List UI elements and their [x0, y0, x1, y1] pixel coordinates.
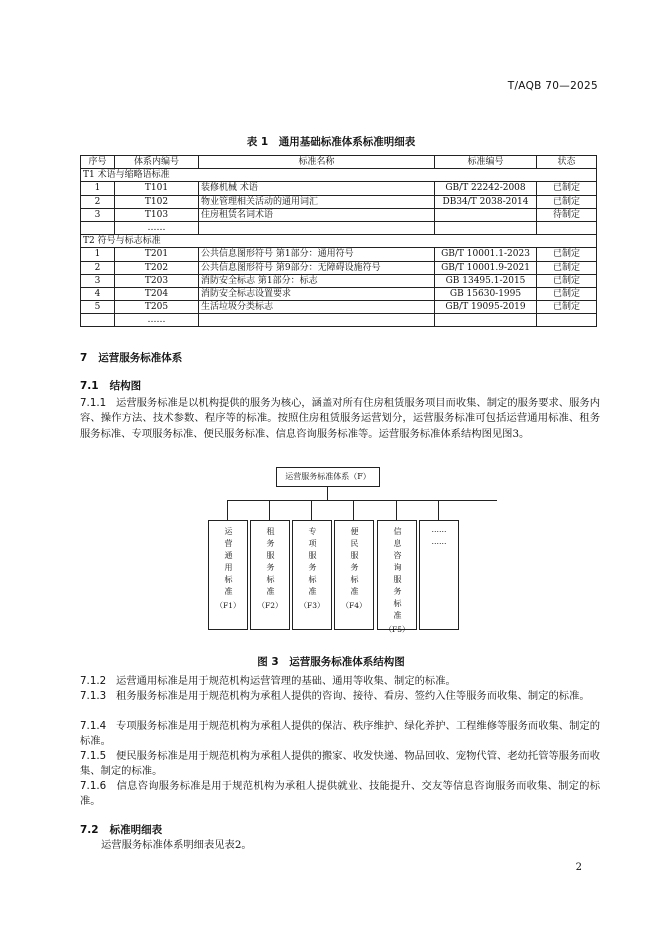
paragraph-text: 运营通用标准是用于规范机构运营管理的基础、通用等收集、制定的标准。 [116, 675, 456, 687]
table-cell: 3 [81, 274, 115, 287]
diagram-box-more [419, 520, 459, 630]
paragraph-number: 7.1.1 [80, 397, 107, 409]
section-7-1-heading [80, 378, 141, 393]
box-label: 运营通用标准 [224, 527, 233, 599]
table-cell: 已制定 [537, 274, 597, 287]
clause-paragraph [80, 674, 600, 689]
table-cell: 1 [81, 182, 115, 195]
paragraph-text: 便民服务标准是用于规范机构为承租人提供的搬家、收发快递、物品回收、宠物代管、老幼托管等服务而收集、制定的标准。 [80, 750, 600, 778]
box-code: （F1） [215, 601, 241, 610]
table-row [81, 195, 597, 208]
table-cell: 生活垃圾分类标志 [199, 301, 435, 314]
table-cell: 已制定 [537, 248, 597, 261]
box-code: （F4） [341, 601, 367, 610]
clause-paragraph [80, 749, 600, 780]
paragraph-text: 专项服务标准是用于规范机构为承租人提供的保洁、秩序维护、绿化养护、工程维修等服务而收集、制定的标准。 [80, 720, 600, 748]
table-cell: 待制定 [537, 208, 597, 221]
table-cell: 已制定 [537, 261, 597, 274]
clause-paragraph [80, 689, 600, 704]
group-label: T1 术语与缩略语标准 [81, 169, 597, 182]
table-group-row [81, 235, 597, 248]
table-group-row [81, 169, 597, 182]
table-cell: 消防安全标志设置要求 [199, 287, 435, 300]
table-cell [435, 314, 537, 327]
table-cell: 1 [81, 248, 115, 261]
box-label: 信息咨询服务标准 [393, 527, 402, 623]
section-number: 7.2 [80, 824, 99, 836]
table-cell: GB/T 10001.9-2021 [435, 261, 537, 274]
section-7-heading [80, 350, 182, 365]
paragraph-number: 7.1.6 [80, 780, 107, 792]
col-header: 标准名称 [199, 156, 435, 169]
table-cell: 2 [81, 261, 115, 274]
table-cell: 已制定 [537, 301, 597, 314]
table-cell [537, 314, 597, 327]
section-7-2-heading [80, 822, 162, 837]
table-row [81, 248, 597, 261]
table-cell: GB 15630-1995 [435, 287, 537, 300]
col-header: 标准编号 [435, 156, 537, 169]
diagram-box-f2 [250, 520, 290, 630]
table-row [81, 261, 597, 274]
table-row [81, 287, 597, 300]
box-label: 专项服务标准 [308, 527, 317, 599]
clause-paragraph [80, 719, 600, 750]
table-cell [435, 208, 537, 221]
paragraph-number: 7.1.3 [80, 690, 107, 702]
table-cell: GB 13495.1-2015 [435, 274, 537, 287]
section-number: 7 [80, 352, 88, 364]
table-cell [435, 221, 537, 234]
table-cell [81, 221, 115, 234]
col-header: 体系内编号 [115, 156, 199, 169]
paragraph-number: 7.1.4 [80, 720, 107, 732]
table-cell: 4 [81, 287, 115, 300]
table-cell: 物业管理相关活动的通用词汇 [199, 195, 435, 208]
table-cell: T205 [115, 301, 199, 314]
figure-caption: 图 3 运营服务标准体系结构图 [257, 656, 405, 668]
table-cell: T101 [115, 182, 199, 195]
table-cell [199, 221, 435, 234]
table-cell: GB/T 10001.1-2023 [435, 248, 537, 261]
table-cell: 已制定 [537, 287, 597, 300]
table-cell: …… [115, 221, 199, 234]
table-cell [537, 221, 597, 234]
table-cell: 2 [81, 195, 115, 208]
paragraph-number: 7.1.5 [80, 750, 107, 762]
table-cell: T102 [115, 195, 199, 208]
box-code: （F3） [299, 601, 325, 610]
table-cell [199, 314, 435, 327]
diagram-box-f3 [292, 520, 332, 630]
table-cell: 消防安全标志 第1部分：标志 [199, 274, 435, 287]
clause-paragraph [80, 779, 600, 810]
table-cell: …… [115, 314, 199, 327]
table-row [81, 274, 597, 287]
paragraph-text: 运营服务标准是以机构提供的服务为核心，涵盖对所有住房租赁服务项目而收集、制定的服务要求、服务内容、操作方法、技术参数、程序等的标准。按照住房租赁服务运营划分，运营服务标准可包括运营通用标准、租务服务标准、专项服务标准、便民服务标准、信息咨询服务标准等。运营服务标准体系结构图见图3。 [80, 397, 600, 440]
paragraph-7-2: 运营服务标准体系明细表见表2。 [101, 839, 252, 851]
table-cell: T103 [115, 208, 199, 221]
table-cell: 装修机械 术语 [199, 182, 435, 195]
diagram-root-box: 运营服务标准体系（F） [276, 467, 380, 487]
table-row [81, 182, 597, 195]
diagram-box-f1 [208, 520, 248, 630]
section-title: 结构图 [109, 380, 142, 392]
page-number: 2 [575, 862, 582, 873]
box-code: （F5） [384, 625, 410, 634]
table-cell: T204 [115, 287, 199, 300]
table-cell: T202 [115, 261, 199, 274]
table-row [81, 221, 597, 234]
paragraph-text: 租务服务标准是用于规范机构为承租人提供的咨询、接待、看房、签约入住等服务而收集、制定的标准。 [116, 690, 590, 702]
table-row [81, 314, 597, 327]
col-header: 状态 [537, 156, 597, 169]
paragraph-7-1-1 [80, 396, 600, 442]
table-cell: T203 [115, 274, 199, 287]
box-more: …… [431, 537, 447, 546]
table-row [81, 208, 597, 221]
document-code: T/AQB 70—2025 [507, 80, 598, 92]
table-cell: DB34/T 2038-2014 [435, 195, 537, 208]
section-title: 标准明细表 [109, 824, 163, 836]
table-cell: 公共信息图形符号 第9部分：无障碍设施符号 [199, 261, 435, 274]
box-label: 便民服务标准 [350, 527, 359, 599]
table-cell: T201 [115, 248, 199, 261]
diagram-box-f4 [334, 520, 374, 630]
table-row [81, 301, 597, 314]
table-cell: 公共信息图形符号 第1部分：通用符号 [199, 248, 435, 261]
section-title: 运营服务标准体系 [98, 352, 183, 364]
table-cell: 已制定 [537, 182, 597, 195]
table-cell: GB/T 19095-2019 [435, 301, 537, 314]
table-title: 表 1 通用基础标准体系标准明细表 [246, 136, 416, 148]
section-number: 7.1 [80, 380, 99, 392]
paragraph-number: 7.1.2 [80, 675, 107, 687]
table-cell: 5 [81, 301, 115, 314]
table-cell [81, 314, 115, 327]
standards-table [80, 155, 597, 327]
table-header-row [81, 156, 597, 169]
box-code: （F2） [257, 601, 283, 610]
box-label: 租务服务标准 [266, 527, 275, 599]
paragraph-text: 信息咨询服务标准是用于规范机构为承租人提供就业、技能提升、交友等信息咨询服务而收集、制定的标准。 [80, 780, 600, 808]
table-cell: GB/T 22242-2008 [435, 182, 537, 195]
box-more: …… [431, 525, 447, 534]
table-cell: 已制定 [537, 195, 597, 208]
diagram-box-f5 [377, 520, 417, 634]
table-cell: 3 [81, 208, 115, 221]
group-label: T2 符号与标志标准 [81, 235, 597, 248]
table-cell: 住房租赁名词术语 [199, 208, 435, 221]
col-header: 序号 [81, 156, 115, 169]
